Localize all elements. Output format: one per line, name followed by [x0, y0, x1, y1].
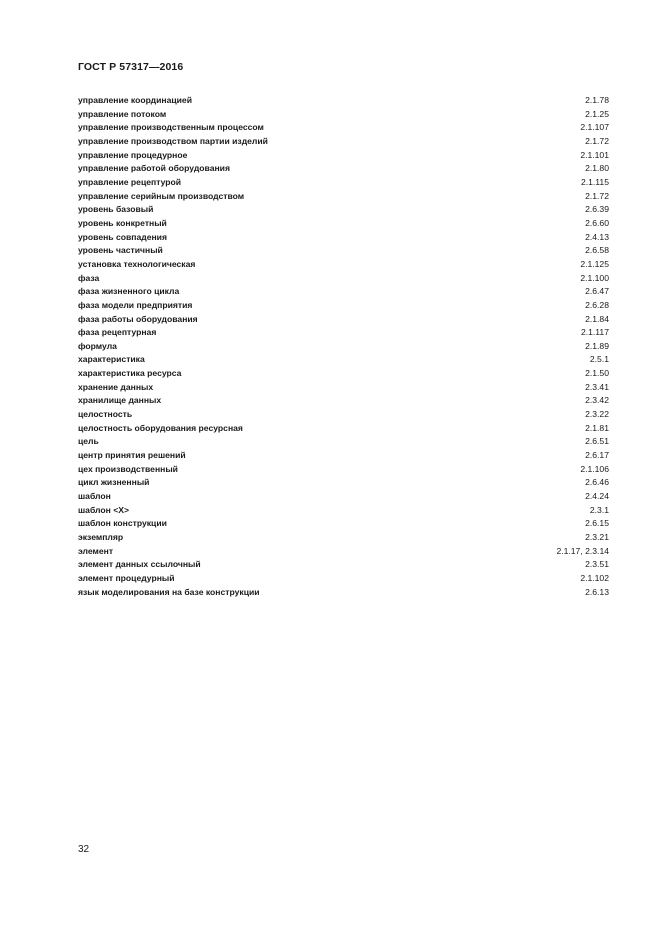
index-reference: 2.6.60	[585, 217, 609, 228]
index-reference: 2.6.47	[585, 286, 609, 297]
index-entry	[78, 558, 609, 572]
index-reference: 2.1.78	[585, 95, 609, 105]
index-reference: 2.1.84	[585, 313, 609, 324]
index-term: цикл жизненный	[78, 477, 150, 488]
index-reference: 2.3.21	[585, 532, 609, 542]
index-entry	[78, 422, 609, 436]
index-entry	[78, 326, 609, 340]
index-term: управление производственным процессом	[78, 122, 264, 133]
index-reference: 2.3.41	[585, 381, 609, 392]
index-term: хранение данных	[78, 381, 154, 392]
index-reference: 2.1.50	[585, 368, 609, 379]
index-term: управление координацией	[78, 95, 192, 105]
index-entry	[78, 517, 609, 531]
index-term: хранилище данных	[78, 395, 162, 406]
index-entry	[78, 586, 609, 600]
index-term: целостность	[78, 409, 133, 420]
index-entry	[78, 408, 609, 422]
index-term: формула	[78, 340, 117, 351]
index-entry	[78, 135, 609, 149]
index-term: фаза модели предприятия	[78, 299, 193, 310]
index-reference: 2.1.117	[580, 327, 609, 338]
index-entry	[78, 572, 609, 586]
index-entry	[78, 299, 609, 313]
index-term: целостность оборудования ресурсная	[78, 422, 243, 433]
index-entry	[78, 203, 609, 217]
index-reference: 2.6.46	[585, 477, 609, 488]
index-reference: 2.3.22	[585, 409, 609, 420]
index-entry	[78, 545, 609, 559]
index-reference: 2.1.72	[585, 190, 609, 201]
index-term: управление потоком	[78, 108, 167, 119]
index-reference: 2.3.1	[589, 504, 609, 515]
index-term: шаблон <X>	[78, 504, 129, 515]
index-term: управление работой оборудования	[78, 163, 230, 174]
index-term: шаблон	[78, 491, 111, 502]
index-entry	[78, 463, 609, 477]
index-term: элемент процедурный	[78, 572, 175, 583]
index-entry	[78, 108, 609, 122]
index-entry	[78, 476, 609, 490]
index-reference: 2.6.51	[585, 436, 609, 447]
index-reference: 2.6.17	[585, 450, 609, 461]
index-term: экземпляр	[78, 532, 124, 542]
index-reference: 2.1.102	[580, 572, 609, 583]
index-reference: 2.1.106	[580, 463, 609, 474]
index-reference: 2.4.13	[585, 231, 609, 242]
index-entry	[78, 490, 609, 504]
index-entry	[78, 381, 609, 395]
index-term: управление процедурное	[78, 149, 188, 160]
term-index-list	[78, 94, 609, 599]
index-term: уровень конкретный	[78, 217, 167, 228]
index-entry	[78, 394, 609, 408]
index-entry	[78, 217, 609, 231]
index-reference: 2.4.24	[585, 491, 609, 502]
index-reference: 2.3.42	[585, 395, 609, 406]
index-entry	[78, 285, 609, 299]
index-reference: 2.1.107	[580, 122, 609, 133]
index-term: уровень базовый	[78, 204, 154, 215]
index-term: элемент	[78, 545, 114, 556]
index-entry	[78, 258, 609, 272]
index-reference: 2.1.101	[580, 149, 609, 160]
index-entry	[78, 367, 609, 381]
index-entry	[78, 244, 609, 258]
index-entry	[78, 149, 609, 163]
index-term: уровень частичный	[78, 245, 163, 256]
index-reference: 2.1.100	[580, 272, 609, 283]
index-entry	[78, 272, 609, 286]
index-entry	[78, 190, 609, 204]
index-reference: 2.1.115	[580, 176, 609, 187]
index-term: шаблон конструкции	[78, 518, 167, 529]
index-reference: 2.6.15	[585, 518, 609, 529]
index-reference: 2.6.58	[585, 245, 609, 256]
page-number: 32	[78, 844, 90, 855]
index-entry	[78, 162, 609, 176]
index-term: фаза жизненного цикла	[78, 286, 180, 297]
index-term: уровень совпадения	[78, 231, 167, 242]
index-reference: 2.6.39	[585, 204, 609, 215]
index-reference: 2.1.80	[585, 163, 609, 174]
index-term: характеристика	[78, 354, 145, 365]
index-reference: 2.5.1	[589, 354, 609, 365]
index-entry	[78, 504, 609, 518]
index-entry	[78, 121, 609, 135]
index-reference: 2.3.51	[585, 559, 609, 570]
index-entry	[78, 176, 609, 190]
index-term: центр принятия решений	[78, 450, 186, 461]
index-term: элемент данных ссылочный	[78, 559, 201, 570]
index-reference: 2.1.72	[585, 135, 609, 146]
index-entry	[78, 449, 609, 463]
index-reference: 2.6.28	[585, 299, 609, 310]
index-reference: 2.1.17, 2.3.14	[556, 545, 609, 556]
index-entry	[78, 94, 609, 108]
index-entry	[78, 313, 609, 327]
index-entry	[78, 340, 609, 354]
index-term: установка технологическая	[78, 258, 196, 269]
index-reference: 2.6.13	[585, 586, 609, 597]
index-term: фаза работы оборудования	[78, 313, 198, 324]
index-reference: 2.1.89	[585, 340, 609, 351]
index-entry	[78, 435, 609, 449]
index-entry	[78, 231, 609, 245]
index-reference: 2.1.125	[580, 258, 609, 269]
index-term: цех производственный	[78, 463, 178, 474]
index-entry	[78, 353, 609, 367]
document-header: ГОСТ Р 57317—2016	[78, 61, 184, 73]
index-reference: 2.1.25	[585, 108, 609, 119]
index-entry	[78, 531, 609, 545]
index-term: управление рецептурой	[78, 176, 182, 187]
index-term: характеристика ресурса	[78, 368, 182, 379]
index-term: фаза	[78, 272, 100, 283]
index-term: управление серийным производством	[78, 190, 245, 201]
index-term: управление производством партии изделий	[78, 135, 268, 146]
index-term: язык моделирования на базе конструкции	[78, 586, 260, 597]
index-reference: 2.1.81	[585, 422, 609, 433]
index-term: цель	[78, 436, 99, 447]
index-term: фаза рецептурная	[78, 327, 157, 338]
